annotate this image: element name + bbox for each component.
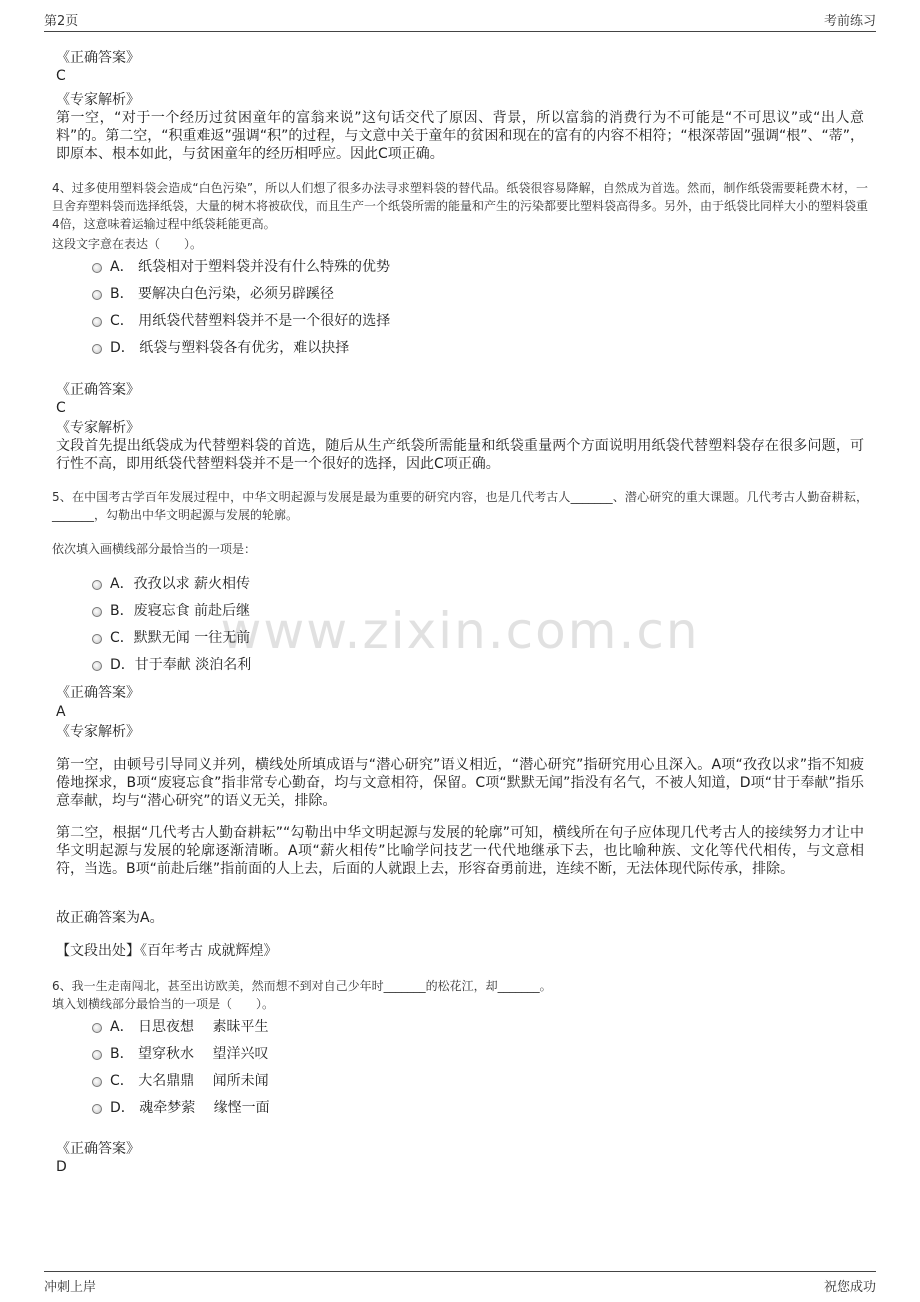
question-text: 6、我一生走南闯北，甚至出访欧美，然而想不到对自己少年时_______的松花江，却_______。 [52, 979, 552, 993]
analysis-label: 《专家解析》 [56, 724, 140, 740]
option-label: B．废寝忘食 前赴后继 [110, 603, 251, 619]
option-d[interactable] [92, 339, 349, 357]
page-footer [44, 1276, 876, 1296]
answer-label: 《正确答案》 [56, 382, 140, 398]
option-label: B． 望穿秋水 望洋兴叹 [110, 1046, 269, 1062]
radio-icon[interactable] [92, 263, 102, 273]
footer-left-text: 冲刺上岸 [44, 1280, 97, 1295]
radio-icon[interactable] [92, 580, 102, 590]
radio-icon[interactable] [92, 607, 102, 617]
radio-icon[interactable] [92, 317, 102, 327]
radio-icon[interactable] [92, 1104, 102, 1114]
option-label: A．孜孜以求 薪火相传 [110, 576, 251, 592]
question-stem: 这段文字意在表达（ ）。 [52, 237, 203, 251]
option-label: C． 用纸袋代替塑料袋并不是一个很好的选择 [110, 313, 391, 329]
passage-source: 【文段出处】《百年考古 成就辉煌》 [56, 943, 278, 959]
answer-value: C [56, 400, 66, 416]
option-d[interactable] [92, 656, 251, 674]
analysis-label: 《专家解析》 [56, 420, 140, 436]
answer-label: 《正确答案》 [56, 1141, 140, 1157]
radio-icon[interactable] [92, 1050, 102, 1060]
option-label: D． 纸袋与塑料袋各有优劣，难以抉择 [110, 340, 350, 356]
header-divider [44, 31, 876, 32]
footer-right-text: 祝您成功 [823, 1280, 876, 1295]
answer-value: C [56, 68, 66, 84]
option-c[interactable] [92, 629, 250, 647]
option-d[interactable] [92, 1099, 270, 1117]
radio-icon[interactable] [92, 634, 102, 644]
analysis-text: 文段首先提出纸袋成为代替塑料袋的首选，随后从生产纸袋所需能量和纸袋重量两个方面说明用纸袋代替塑料袋存在很多问题，可行性不高，即用纸袋代替塑料袋并不是一个很好的选择，因此C项正确。 [56, 438, 864, 472]
answer-value: A [56, 704, 66, 720]
analysis-paragraph-1: 第一空，由顿号引导同义并列，横线处所填成语与“潜心研究”语义相近，“潜心研究”指研究用心且深入。A项“孜孜以求”指不知疲倦地探求，B项“废寝忘食”指非常专心勤奋，均与文意相符，保留。C项“默默无闻”指没有名气，不被人知道，D项“甘于奉献”指乐意奉献，均与“潜心研究”的语义无关，排除。 [56, 757, 864, 809]
option-label: B． 要解决白色污染，必须另辟蹊径 [110, 286, 335, 302]
option-label: C． 大名鼎鼎 闻所未闻 [110, 1073, 269, 1089]
option-label: D．甘于奉献 淡泊名利 [110, 657, 252, 673]
radio-icon[interactable] [92, 1023, 102, 1033]
option-a[interactable] [92, 258, 390, 276]
option-label: A． 纸袋相对于塑料袋并没有什么特殊的优势 [110, 259, 391, 275]
page-header [44, 10, 876, 30]
option-c[interactable] [92, 1072, 269, 1090]
question-text: 4、过多使用塑料袋会造成“白色污染”，所以人们想了很多办法寻求塑料袋的替代品。纸袋很容易降解，自然成为首选。然而，制作纸袋需要耗费木材，一旦舍弃塑料袋而选择纸袋，大量的树木将被砍伐，而且生产一个纸袋所需的能量和产生的污染都要比塑料袋高得多。另外，由于纸袋比同样大小的塑料袋重4倍，这意味着运输过程中纸袋耗能更高。 [52, 181, 869, 231]
watermark: www.zixin.com.cn [220, 602, 700, 660]
option-label: A． 日思夜想 素昧平生 [110, 1019, 269, 1035]
question-stem: 依次填入画横线部分最恰当的一项是： [52, 542, 257, 556]
page-number: 第2页 [44, 14, 79, 29]
header-title: 考前练习 [823, 14, 876, 29]
question-text: 5、在中国考古学百年发展过程中，中华文明起源与发展是最为重要的研究内容，也是几代考古人_______、潜心研究的重大课题。几代考古人勤奋耕耘，_______，勾勒出中华文明起源与发展的轮廓。 [52, 490, 868, 522]
answer-label: 《正确答案》 [56, 50, 140, 66]
option-b[interactable] [92, 285, 334, 303]
radio-icon[interactable] [92, 344, 102, 354]
option-label: C．默默无闻 一往无前 [110, 630, 251, 646]
radio-icon[interactable] [92, 290, 102, 300]
answer-value: D [56, 1159, 67, 1175]
question-stem: 填入划横线部分最恰当的一项是（ ）。 [52, 997, 275, 1011]
radio-icon[interactable] [92, 1077, 102, 1087]
option-b[interactable] [92, 602, 250, 620]
analysis-label: 《专家解析》 [56, 92, 140, 108]
analysis-conclusion: 故正确答案为A。 [56, 910, 164, 926]
option-b[interactable] [92, 1045, 269, 1063]
radio-icon[interactable] [92, 661, 102, 671]
answer-label: 《正确答案》 [56, 685, 140, 701]
option-a[interactable] [92, 1018, 268, 1036]
option-c[interactable] [92, 312, 390, 330]
footer-divider [44, 1271, 876, 1272]
option-a[interactable] [92, 575, 250, 593]
analysis-text: 第一空，“对于一个经历过贫困童年的富翁来说”这句话交代了原因、背景，所以富翁的消费行为不可能是“不可思议”或“出人意料”的。第二空，“积重难返”强调“积”的过程，与文意中关于童年的贫困和现在的富有的内容不相符；“根深蒂固”强调“根”、“蒂”，即原本、根本如此，与贫困童年的经历相呼应。因此C项正确。 [56, 110, 864, 162]
option-label: D． 魂牵梦萦 缘悭一面 [110, 1100, 270, 1116]
analysis-paragraph-2: 第二空，根据“几代考古人勤奋耕耘”“勾勒出中华文明起源与发展的轮廓”可知，横线所在句子应体现几代考古人的接续努力才让中华文明起源与发展的轮廓逐渐清晰。A项“薪火相传”比喻学问技艺一代代地继承下去，也比喻种族、文化等代代相传，与文意相符，当选。B项“前赴后继”指前面的人上去，后面的人就跟上去，形容奋勇前进，连续不断，无法体现代际传承，排除。 [56, 825, 864, 877]
